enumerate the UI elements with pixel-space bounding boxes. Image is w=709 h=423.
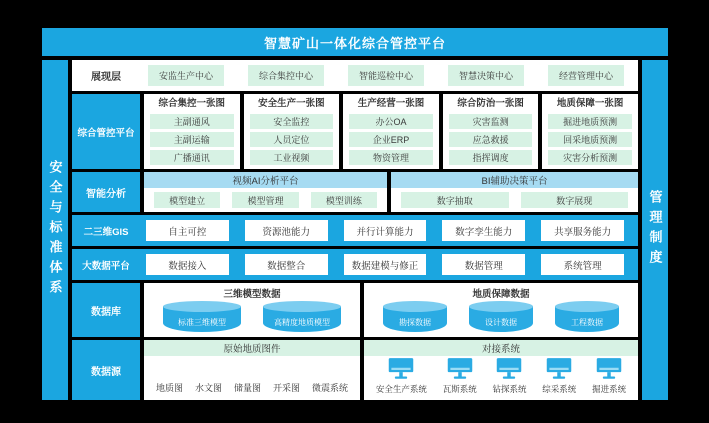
control-card-item: 安全监控 bbox=[250, 114, 334, 129]
gis-item: 资源池能力 bbox=[245, 220, 328, 241]
database-group-title: 三维模型数据 bbox=[223, 289, 281, 300]
control-card-item: 灾害分析预测 bbox=[548, 150, 632, 165]
monitor-icon bbox=[495, 358, 523, 381]
datasource-system-items bbox=[364, 356, 638, 400]
control-card bbox=[244, 94, 340, 169]
row-presentation-label: 展现层 bbox=[91, 72, 121, 83]
bigdata-items bbox=[144, 249, 638, 280]
monitor-icon bbox=[387, 358, 415, 381]
database-cylinder-icon bbox=[263, 301, 341, 332]
ai-group-bi bbox=[391, 172, 638, 212]
gis-item: 并行计算能力 bbox=[344, 220, 427, 241]
row-datasource bbox=[72, 340, 638, 400]
database-cylinder-icon bbox=[383, 301, 447, 332]
system-item-label: 瓦斯系统 bbox=[442, 384, 477, 394]
bigdata-item: 数据接入 bbox=[146, 254, 229, 275]
row-gis bbox=[72, 215, 638, 246]
control-card-item: 物资管理 bbox=[349, 150, 433, 165]
presentation-item: 智能巡检中心 bbox=[348, 65, 424, 86]
control-card-item: 办公OA bbox=[349, 114, 433, 129]
control-card-item: 灾害监测 bbox=[449, 114, 533, 129]
cylinder-label: 标准三维模型 bbox=[178, 318, 226, 327]
control-card-title: 地质保障一张图 bbox=[556, 98, 624, 109]
ai-item: 模型管理 bbox=[232, 192, 298, 208]
datasource-group-title: 原始地质图件 bbox=[144, 340, 360, 356]
control-card-item: 主副运输 bbox=[150, 132, 234, 147]
control-card-title: 综合集控一张图 bbox=[158, 98, 226, 109]
ai-group-title: 视频AI分析平台 bbox=[144, 172, 387, 188]
control-card-item: 人员定位 bbox=[250, 132, 334, 147]
row-gis-label: 二三维GIS bbox=[83, 226, 129, 238]
database-group-geology bbox=[364, 283, 638, 337]
layers-column bbox=[72, 60, 638, 400]
monitor-icon bbox=[595, 358, 623, 381]
datasource-item: 微震系统 bbox=[311, 383, 348, 393]
system-item-label: 综采系统 bbox=[542, 384, 577, 394]
row-bigdata-label: 大数据平台 bbox=[82, 260, 130, 272]
control-card-item: 指挥调度 bbox=[449, 150, 533, 165]
row-database bbox=[72, 283, 638, 337]
control-platform-cards bbox=[144, 94, 638, 169]
presentation-item: 综合集控中心 bbox=[248, 65, 324, 86]
cylinder-label: 工程数据 bbox=[571, 318, 603, 327]
presentation-item: 安监生产中心 bbox=[148, 65, 224, 86]
system-item bbox=[542, 358, 576, 395]
system-item-label: 安全生产系统 bbox=[375, 384, 427, 394]
presentation-item: 智慧决策中心 bbox=[448, 65, 524, 86]
datasource-group-maps bbox=[144, 340, 360, 400]
row-control-platform-label: 综合管控平台 bbox=[72, 94, 140, 169]
control-card-item: 工业视频 bbox=[250, 150, 334, 165]
ai-item: 模型建立 bbox=[154, 192, 220, 208]
datasource-item: 储量图 bbox=[233, 383, 261, 393]
system-item bbox=[592, 358, 626, 395]
row-datasource-label: 数据源 bbox=[72, 340, 140, 400]
presentation-item: 经营管理中心 bbox=[548, 65, 624, 86]
cylinder-row bbox=[148, 299, 356, 332]
bigdata-item: 系统管理 bbox=[541, 254, 624, 275]
database-cylinder-icon bbox=[163, 301, 241, 332]
cylinder-label: 高精度地质模型 bbox=[274, 318, 330, 327]
datasource-item: 水文图 bbox=[194, 383, 222, 393]
system-item-label: 钻探系统 bbox=[492, 384, 527, 394]
left-side-bar bbox=[42, 60, 68, 400]
cylinder-label: 设计数据 bbox=[485, 318, 517, 327]
cylinder-row bbox=[368, 299, 634, 332]
row-bigdata bbox=[72, 249, 638, 280]
control-card-item: 掘进地质预测 bbox=[548, 114, 632, 129]
control-card-item: 广播通讯 bbox=[150, 150, 234, 165]
row-presentation bbox=[72, 60, 638, 91]
bigdata-item: 数据管理 bbox=[442, 254, 525, 275]
diagram-body bbox=[42, 60, 668, 400]
gis-item: 数字孪生能力 bbox=[442, 220, 525, 241]
datasource-group-systems bbox=[364, 340, 638, 400]
left-side-bar-label: 安全与标准体系 bbox=[47, 160, 63, 300]
datasource-group-title: 对接系统 bbox=[364, 340, 638, 356]
control-card-title: 生产经营一张图 bbox=[357, 98, 425, 109]
gis-item: 共享服务能力 bbox=[541, 220, 624, 241]
control-card-item: 主副通风 bbox=[150, 114, 234, 129]
cylinder-label: 勘探数据 bbox=[399, 318, 431, 327]
control-card-item: 应急救援 bbox=[449, 132, 533, 147]
gis-items bbox=[144, 215, 638, 246]
database-group-3d bbox=[144, 283, 360, 337]
system-item bbox=[443, 358, 477, 395]
ai-item: 数字抽取 bbox=[401, 192, 509, 208]
datasource-item: 开采图 bbox=[272, 383, 300, 393]
ai-item: 模型训练 bbox=[311, 192, 377, 208]
bigdata-item: 数据整合 bbox=[245, 254, 328, 275]
row-control-platform bbox=[72, 94, 638, 169]
control-card-title: 安全生产一张图 bbox=[258, 98, 325, 109]
row-ai-analysis-label: 智能分析 bbox=[72, 172, 140, 212]
control-card-item: 回采地质预测 bbox=[548, 132, 632, 147]
row-database-label: 数据库 bbox=[72, 283, 140, 337]
presentation-items bbox=[144, 60, 638, 91]
monitor-icon bbox=[545, 358, 573, 381]
right-side-bar-label: 管理制度 bbox=[647, 190, 663, 270]
ai-group-items bbox=[391, 188, 638, 212]
ai-group-items bbox=[144, 188, 387, 212]
diagram-frame bbox=[42, 28, 668, 400]
control-card bbox=[542, 94, 638, 169]
database-cylinder-icon bbox=[555, 301, 619, 332]
page-title: 智慧矿山一体化综合管控平台 bbox=[42, 28, 668, 56]
datasource-item: 地质图 bbox=[155, 383, 183, 393]
ai-group-video bbox=[144, 172, 387, 212]
ai-group-title: BI辅助决策平台 bbox=[391, 172, 638, 188]
system-item-label: 掘进系统 bbox=[592, 384, 627, 394]
control-card bbox=[443, 94, 539, 169]
ai-item: 数字展现 bbox=[521, 192, 629, 208]
control-card-title: 综合防治一张图 bbox=[457, 98, 524, 109]
row-ai-analysis bbox=[72, 172, 638, 212]
control-card bbox=[343, 94, 439, 169]
system-item bbox=[492, 358, 526, 395]
datasource-map-items bbox=[144, 356, 360, 400]
right-side-bar bbox=[642, 60, 668, 400]
gis-item: 自主可控 bbox=[146, 220, 229, 241]
database-group-title: 地质保障数据 bbox=[472, 289, 530, 300]
system-item bbox=[376, 358, 427, 395]
control-card bbox=[144, 94, 240, 169]
database-cylinder-icon bbox=[469, 301, 533, 332]
monitor-icon bbox=[446, 358, 474, 381]
control-card-item: 企业ERP bbox=[349, 132, 433, 147]
bigdata-item: 数据建模与修正 bbox=[344, 254, 427, 275]
